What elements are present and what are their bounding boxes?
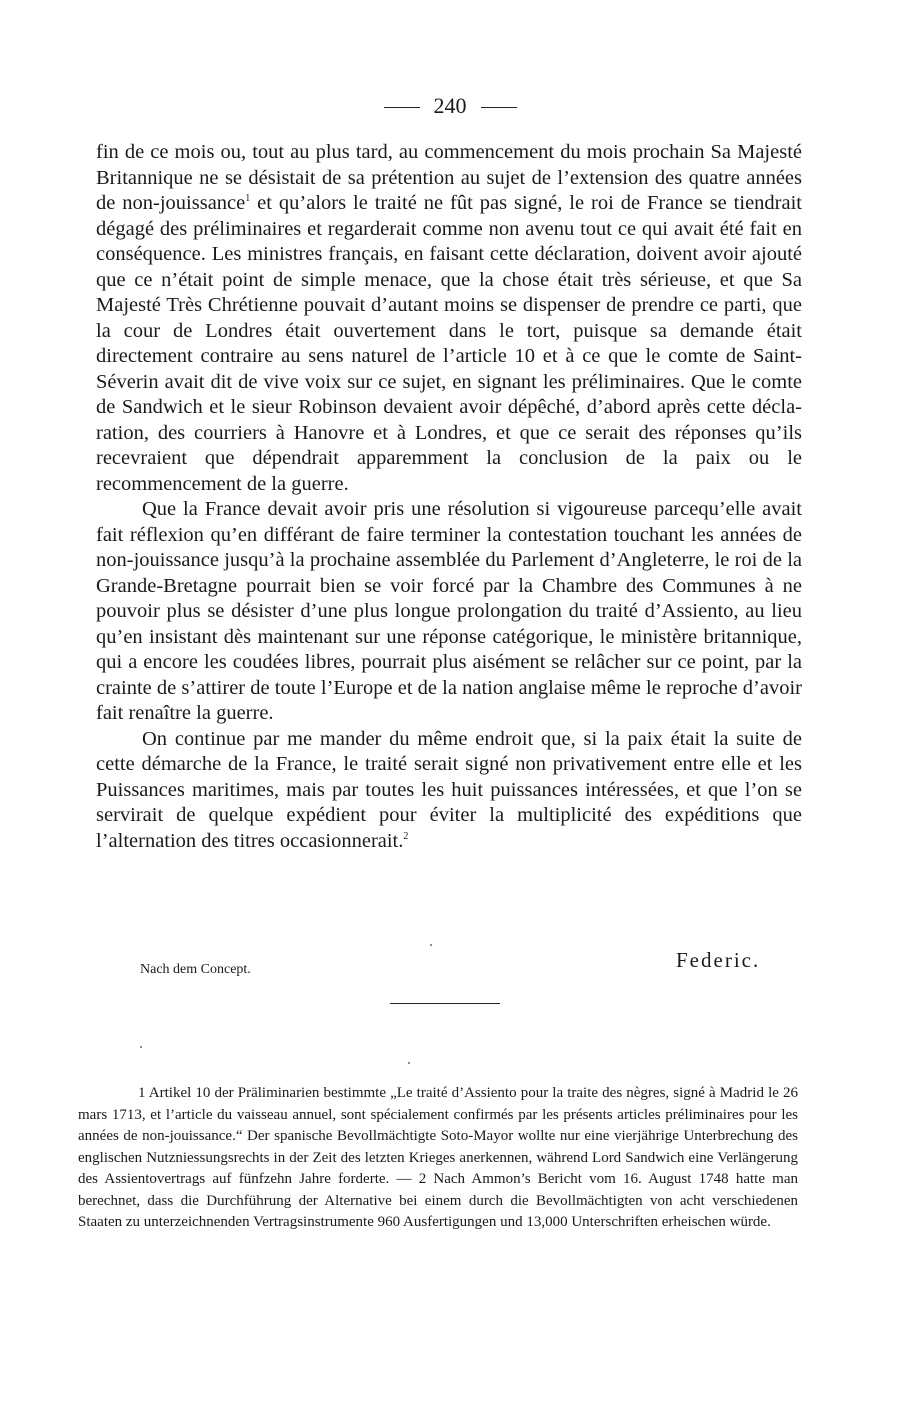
paragraph-1-text-b: et qu’alors le traité ne fût pas signé, le roi de France se tiendrait dégagé des préliminaires et regarderait comme non avenu tout ce qui avait été fait en conséquence. Les ministres français, en faisant cette déclaration, doivent avoir ajouté que ce n’était point de simple menace, que la chose était très sérieuse, et que Sa Majesté Très Chrétienne pouvait d’autant moins se dispenser de prendre ce parti, que la cour de Londres était ouvertement dans le tort, puisque sa demande était directement contraire au sens naturel de l’article 10 et à ce que le comte de Saint-Séverin avait dit de vive voix sur ce sujet, en signant les préliminaires. Que le comte de Sandwich et le sieur Robinson devaient avoir dépêché, d’abord après cette déclaration, des courriers à Hanovre et à Londres, et que ce serait des réponses qu’ils recevraient que dépendrait apparemment la conclusion de la paix ou le recommencement de la guerre. <box>96 192 802 495</box>
signature: Federic. <box>676 948 761 972</box>
footnote-1-text: Artikel 10 der Präliminarien bestimmte „Le traité d’Assiento pour la traite des nègres, signé à Madrid le 26 mars 1713, et l’article du vaisseau annuel, sont spécialement confirmés par les présents articles préliminaires pour les années de non-jouissance.“ Der spanische Bevollmächtigte Soto-Mayor wollte nur eine vierjährige Unterbrechung des englischen Nutzniessungsrechts in der Zeit des letzten Krieges anerkennen, während Lord Sandwich eine Verlängerung des Assientovertrags auf fünfzehn Jahre forderte. — <box>78 1085 798 1187</box>
section-divider <box>390 1003 500 1004</box>
paragraph-1-text-a: fin de ce mois ou, tout au plus tard, au commencement du mois prochain Sa Majesté Britannique ne se désistait de sa prétention au sujet de l’extension des quatre années de non-jouissance <box>96 141 802 214</box>
source-note: Nach dem Concept. <box>140 962 251 977</box>
footnote-1 <box>78 1083 798 1234</box>
footnote-ref-2: 2 <box>403 830 409 842</box>
page-number: 240 <box>433 93 467 118</box>
header-dash-left <box>384 107 420 108</box>
footnote-2-marker: 2 <box>418 1171 427 1187</box>
scan-speck <box>140 1046 142 1048</box>
main-text <box>96 140 802 854</box>
paragraph-2: Que la France devait avoir pris une résolution si vigoureuse parcequ’elle avait fait réflexion qu’en différant de faire terminer la contestation touchant les années de non-jouissance jusqu’à la prochaine assemblée du Parlement d’Angleterre, le roi de la Grande-Bretagne pourrait bien se voir forcé par la Chambre des Communes à ne pouvoir plus se désister d’une plus longue prolongation du traité d’Assiento, au lieu qu’en insistant dès maintenant sur une réponse catégorique, le ministère britannique, qui a encore les coudées libres, pourrait plus aisément se relâcher sur ce point, par la crainte de s’attirer de toute l’Europe et de la nation anglaise même le reproche d’avoir fait renaître la guerre. <box>96 498 802 724</box>
paragraph-3-text: On continue par me mander du même endroit que, si la paix était la suite de cette démarche de la France, le traité serait signé non privativement entre elle et les Puissances maritimes, mais par toutes les huit puissances intéressées, et que l’on se servirait de quelque expédient pour éviter la multiplicité des expéditions que l’alternation des titres occasionnerait. <box>96 727 802 852</box>
header-dash-right <box>481 107 517 108</box>
paragraph-1 <box>96 140 802 497</box>
footnote-ref-1: 1 <box>245 193 251 205</box>
footnote-1-marker: 1 <box>138 1085 146 1101</box>
footnote-2-text: Nach Ammon’s Bericht vom 16. August 1748 hatte man berechnet, dass die Durchführung der Alternative bei einem durch die Bevollmächtigten von acht verschiedenen Staaten zu unterzeichnenden Vertragsinstrumente 960 Ausfertigungen und 13,000 Unterschriften erheischen würde. <box>78 1171 798 1230</box>
paragraph-3 <box>96 727 802 855</box>
scan-speck <box>408 1062 410 1064</box>
page-header <box>0 92 900 120</box>
scan-speck <box>430 944 432 946</box>
footnotes <box>78 1083 798 1234</box>
